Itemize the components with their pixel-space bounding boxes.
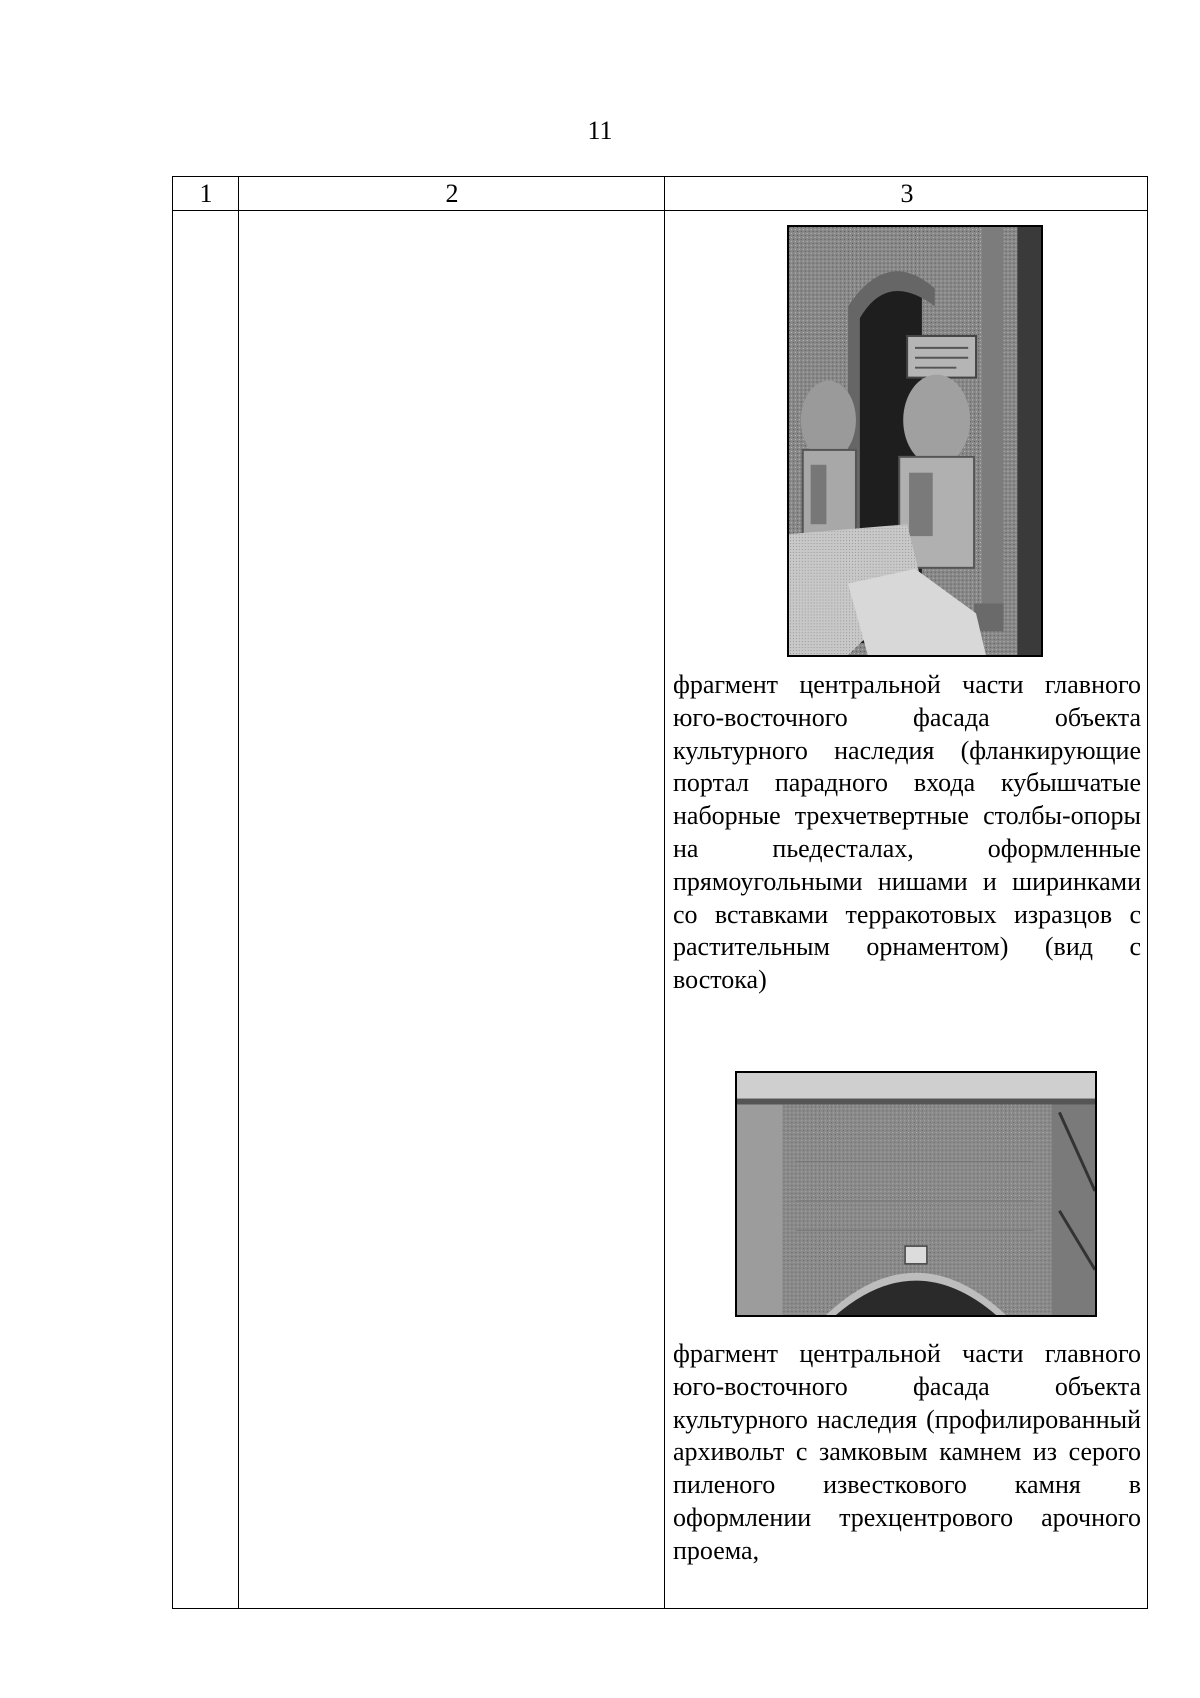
column-divider-1: [238, 177, 239, 1608]
table-header-row: [173, 177, 1147, 211]
arch-archivolt-image: [737, 1073, 1095, 1315]
entrance-portal-image: [789, 227, 1041, 655]
header-cell-3: 3: [900, 179, 914, 208]
header-cell-2: 2: [445, 179, 459, 208]
content-table: [172, 176, 1148, 1609]
entrance-portal-photo: [787, 225, 1043, 657]
figure-caption-2: фрагмент центральной части главного юго-восточного фасада объекта культурного наследия (профилированный архивольт с замковым камнем из серого пиленого известкового камня в оформлении трехцентрового арочного проема,: [673, 1339, 1141, 1565]
figure-caption-1: фрагмент центральной части главного юго-восточного фасада объекта культурного наследия (фланкирующие портал парадного входа кубышчатые наборные трехчетвертные столбы-опоры на пьедесталах, оформленные прямоугольными нишами и ширинками со вставками терракотовых изразцов с растительным орнаментом) (вид с востока): [673, 670, 1141, 995]
page-number: 11: [587, 116, 613, 145]
arch-archivolt-photo: [735, 1071, 1097, 1317]
column-3-cell: [665, 213, 1149, 1609]
header-cell-1: 1: [199, 179, 213, 208]
